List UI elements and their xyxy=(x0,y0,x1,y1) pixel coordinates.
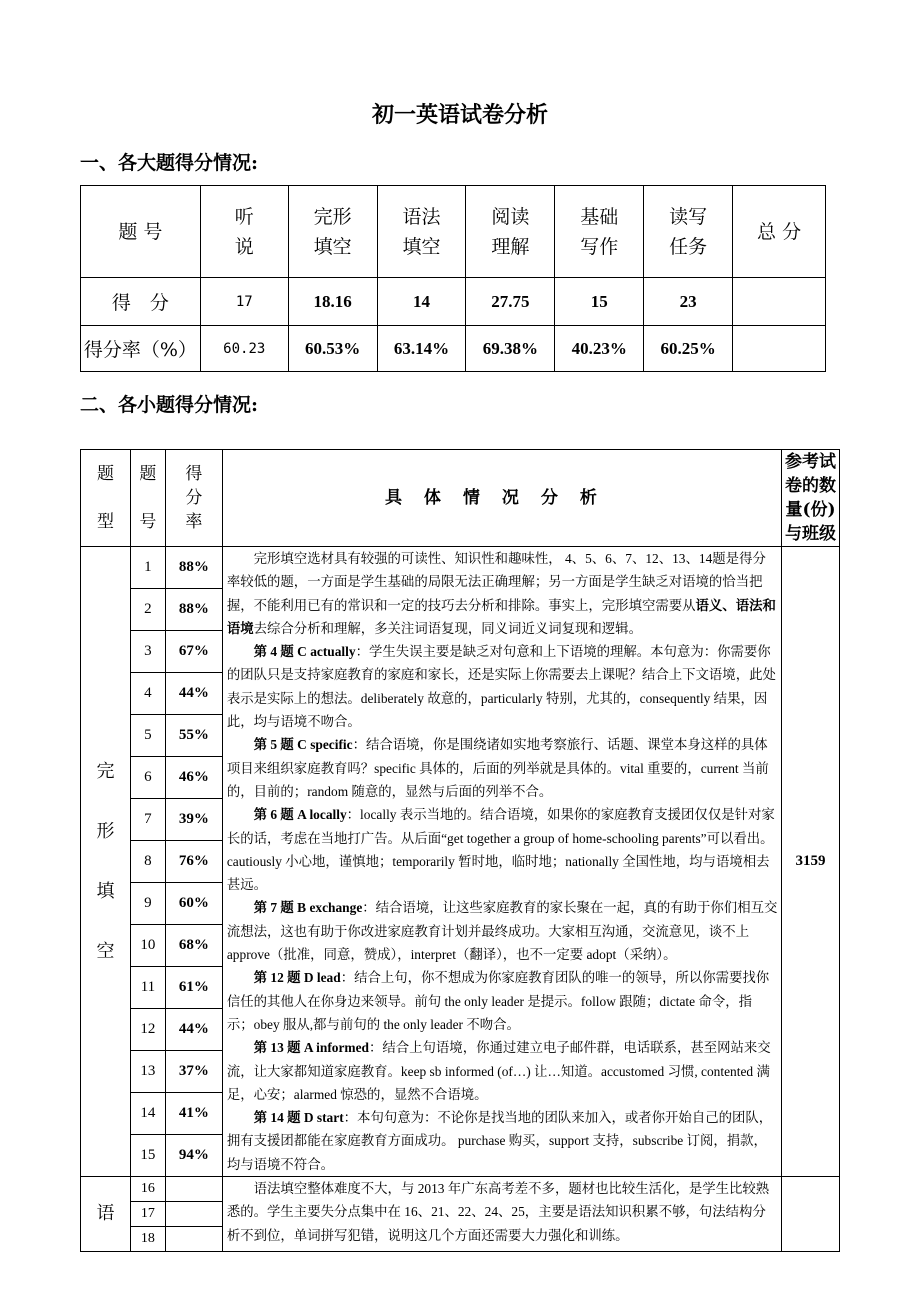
value-cell: 14 xyxy=(377,278,466,326)
header-ref: 参考试卷的数量(份)与班级 xyxy=(782,450,840,547)
question-rate: 44% xyxy=(165,673,222,715)
question-rate: 68% xyxy=(165,925,222,967)
item-text: ：结合语境，让这些家庭教育的家长聚在一起，真的有助于你们相互交流想法，这也有助于你改进家庭教育计划并最终成功。大家相互沟通，交流意见，谈不上 approve（批准，同意，赞成），interpret（翻译），也不一定要 adopt（采纳）。 xyxy=(226,900,778,963)
item-text: ：结合语境，你是围绕诸如实地考察旅行、话题、课堂本身这样的具体项目来组织家庭教育吗？specific 具体的，后面的列举就是具体的。vital 重要的，current 当前的，目前的；random 随意的，显然与后面的列举不合。 xyxy=(226,737,769,799)
value-cell: 40.23% xyxy=(555,326,644,372)
question-rate: 94% xyxy=(165,1135,222,1177)
question-number: 4 xyxy=(130,673,165,715)
header-cell: 完形 填空 xyxy=(288,186,377,278)
row-label: 得 分 xyxy=(81,278,201,326)
header-row xyxy=(81,450,840,547)
question-number: 5 xyxy=(130,715,165,757)
header-cell: 语法 填空 xyxy=(377,186,466,278)
intro-paragraph xyxy=(227,547,778,640)
header-type: 题 型 xyxy=(81,450,131,547)
item-label: 第 12 题 D lead xyxy=(253,970,341,986)
header-cell: 听 说 xyxy=(200,186,288,278)
value-cell: 60.53% xyxy=(288,326,377,372)
header-rate: 得 分 率 xyxy=(165,450,222,547)
table-row xyxy=(81,1177,840,1202)
question-rate: 67% xyxy=(165,631,222,673)
item-label: 第 5 题 C specific xyxy=(253,737,353,753)
value-cell: 69.38% xyxy=(466,326,555,372)
question-number: 16 xyxy=(130,1177,165,1202)
question-rate: 88% xyxy=(165,589,222,631)
cloze-analysis xyxy=(222,547,781,1177)
intro-text: 去综合分析和理解，多关注词语复现，同义词近义词复现和逻辑。 xyxy=(253,620,642,636)
item-label: 第 14 题 D start xyxy=(253,1110,344,1126)
question-rate xyxy=(165,1202,222,1227)
value-cell: 18.16 xyxy=(288,278,377,326)
item-analysis-table xyxy=(80,449,840,1252)
question-number: 6 xyxy=(130,757,165,799)
question-number: 15 xyxy=(130,1135,165,1177)
question-number: 8 xyxy=(130,841,165,883)
reference-count xyxy=(782,1177,840,1252)
item-paragraph xyxy=(227,733,778,803)
question-number: 9 xyxy=(130,883,165,925)
question-rate: 44% xyxy=(165,1009,222,1051)
question-number: 18 xyxy=(130,1227,165,1252)
question-rate: 37% xyxy=(165,1051,222,1093)
header-analysis: 具体情况分析 xyxy=(222,450,781,547)
type-cell: 完 形 填 空 xyxy=(81,547,131,1177)
item-paragraph xyxy=(227,640,778,733)
value-cell: 27.75 xyxy=(466,278,555,326)
document-title: 初一英语试卷分析 xyxy=(371,102,548,128)
item-text: ：本句句意为：不论你是找当地的团队来加入，或者你开始自己的团队，拥有支援团都能在家庭教育方面成功。 purchase 购买，support 支持，subscribe 订阅，捐款，均与语境不符合。 xyxy=(226,1110,773,1172)
item-paragraph xyxy=(227,803,778,896)
major-score-table xyxy=(80,185,826,372)
question-number: 7 xyxy=(130,799,165,841)
grammar-analysis xyxy=(222,1177,781,1252)
header-cell: 总 分 xyxy=(733,186,826,278)
value-cell xyxy=(733,326,826,372)
grammar-paragraph: 语法填空整体难度不大，与 2013 年广东高考差不多，题材也比较生活化，是学生比较熟悉的。学生主要失分点集中在 16、21、22、24、25，主要是语法知识积累不够，句法结构分析不到位，单词拼写犯错，说明这几个方面还需要大力强化和训练。 xyxy=(226,1181,770,1243)
header-cell: 基础 写作 xyxy=(555,186,644,278)
question-rate: 55% xyxy=(165,715,222,757)
section1-heading: 一、各大题得分情况: xyxy=(80,152,259,174)
item-text: ：学生失误主要是缺乏对句意和上下语境的理解。本句意为：你需要你的团队只是支持家庭教育的家庭和家长，还是实际上你需要去上课呢？结合上下文语境，此处表示是实际上的想法。deliberately 故意的，particularly 特别，尤其的，consequently 结果，因此，均与语境不吻合。 xyxy=(226,644,776,730)
intro-text: 完形填空选材具有较强的可读性、知识性和趣味性， 4、5、6、7、12、13、14题是得分率较低的题，一方面是学生基础的局限无法正确理解；另一方面是学生缺乏对语境的恰当把握，不能利用已有的常识和一定的技巧去分析和排除。事实上，完形填空需要从 xyxy=(226,551,766,613)
question-number: 3 xyxy=(130,631,165,673)
question-number: 13 xyxy=(130,1051,165,1093)
question-number: 2 xyxy=(130,589,165,631)
value-cell: 23 xyxy=(644,278,733,326)
header-cell: 阅读 理解 xyxy=(466,186,555,278)
section2-heading: 二、各小题得分情况: xyxy=(80,394,259,416)
intro-bold: 语义、语法和语境 xyxy=(226,597,776,636)
type-cell: 语 xyxy=(81,1177,131,1252)
value-cell: 60.25% xyxy=(644,326,733,372)
item-paragraph xyxy=(227,896,778,966)
question-rate: 61% xyxy=(165,967,222,1009)
row-label: 得分率（%） xyxy=(81,326,201,372)
item-text: ：结合上句，你不想成为你家庭教育团队的唯一的领导，所以你需要找你信任的其他人在你身边来领导。前句 the only leader 是提示。follow 跟随；dictate 命令，指示；obey 服从,都与前句的 the only leader 不吻合。 xyxy=(226,970,770,1032)
item-label: 第 7 题 B exchange xyxy=(253,900,363,916)
item-label: 第 6 题 A locally xyxy=(253,807,347,823)
value-cell: 63.14% xyxy=(377,326,466,372)
question-number: 17 xyxy=(130,1202,165,1227)
value-cell: 17 xyxy=(200,278,288,326)
question-rate: 76% xyxy=(165,841,222,883)
value-cell: 15 xyxy=(555,278,644,326)
value-cell xyxy=(733,278,826,326)
question-rate: 39% xyxy=(165,799,222,841)
item-label: 第 4 题 C actually xyxy=(253,644,356,660)
rate-row xyxy=(81,326,826,372)
value-cell: 60.23 xyxy=(200,326,288,372)
question-rate: 60% xyxy=(165,883,222,925)
question-number: 1 xyxy=(130,547,165,589)
item-paragraph xyxy=(227,1106,778,1176)
header-row xyxy=(81,186,826,278)
item-text: ：结合上句语境，你通过建立电子邮件群，电话联系，甚至网站来交流，让大家都知道家庭教育。keep sb informed (of…) 让…知道。accustomed 习惯, contented 满足，心安；alarmed 惊恐的，显然不合语境。 xyxy=(226,1040,771,1102)
question-rate: 41% xyxy=(165,1093,222,1135)
item-text: ：locally 表示当地的。结合语境，如果你的家庭教育支援团仅仅是针对家长的话，考虑在当地打广告。从后面“get together a group of home-schooling parents”可以看出。cautiously 小心地，谨慎地；temporarily 暂时地，临时地；nationally 全国性地，均与语境相去甚远。 xyxy=(226,807,775,893)
score-row xyxy=(81,278,826,326)
item-label: 第 13 题 A informed xyxy=(253,1040,369,1056)
question-rate: 46% xyxy=(165,757,222,799)
question-number: 12 xyxy=(130,1009,165,1051)
item-paragraph xyxy=(227,966,778,1036)
question-number: 14 xyxy=(130,1093,165,1135)
question-rate xyxy=(165,1177,222,1202)
question-number: 10 xyxy=(130,925,165,967)
question-number: 11 xyxy=(130,967,165,1009)
reference-count: 3159 xyxy=(782,547,840,1177)
header-num: 题 号 xyxy=(130,450,165,547)
question-rate: 88% xyxy=(165,547,222,589)
item-paragraph xyxy=(227,1036,778,1106)
header-cell: 读写 任务 xyxy=(644,186,733,278)
header-cell: 题 号 xyxy=(81,186,201,278)
table-row xyxy=(81,547,840,589)
question-rate xyxy=(165,1227,222,1252)
